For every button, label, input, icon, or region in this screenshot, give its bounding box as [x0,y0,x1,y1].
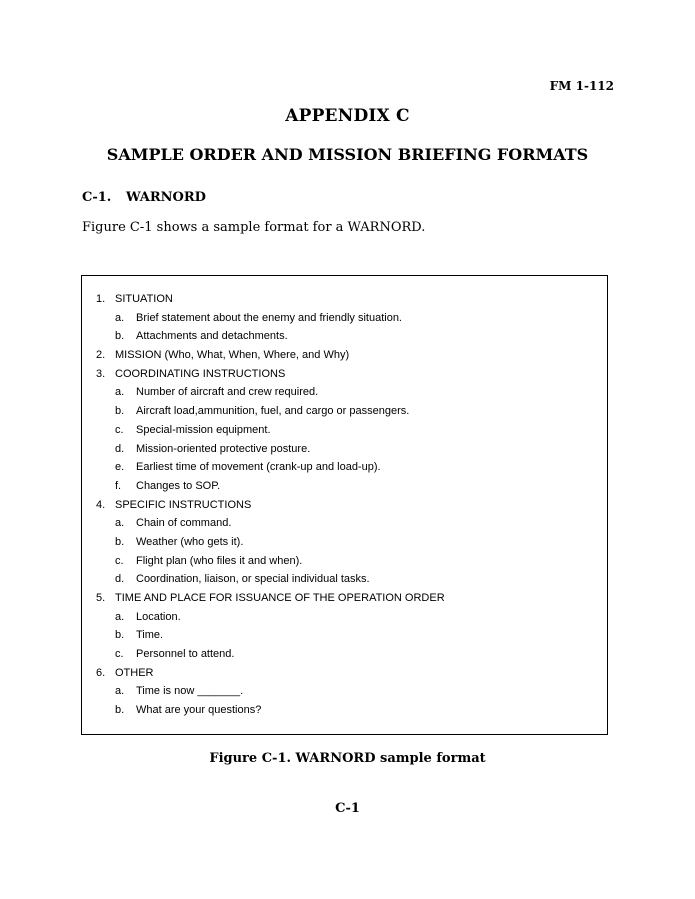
subitem-text: Brief statement about the enemy and friendly situation. [136,311,402,324]
list-subitem [96,645,597,664]
intro-paragraph: Figure C-1 shows a sample format for a WARNORD. [82,220,426,235]
list-subitem [96,570,597,589]
document-id: FM 1-112 [549,79,614,93]
list-item [96,290,597,309]
subitem-letter: d. [115,573,125,586]
page-number: C-1 [335,801,360,816]
list-subitem [96,440,597,459]
subitem-letter: b. [115,629,125,642]
section-heading [82,190,206,205]
item-number: 2. [96,349,106,362]
item-text: SITUATION [115,293,173,305]
subitem-letter: b. [115,330,125,343]
subitem-text: Personnel to attend. [136,648,235,661]
section-title: WARNORD [126,190,206,205]
warnord-format-list [96,290,597,720]
list-subitem [96,383,597,402]
subitem-letter: c. [115,648,124,661]
subitem-letter: b. [115,535,125,548]
list-subitem [96,477,597,496]
item-number: 1. [96,293,106,305]
subitem-text: Time. [136,629,164,642]
appendix-subtitle: SAMPLE ORDER AND MISSION BRIEFING FORMATS [106,145,589,164]
subitem-text: What are your questions? [136,704,262,717]
list-subitem [96,327,597,346]
subitem-letter: f. [115,479,122,492]
item-text: COORDINATING INSTRUCTIONS [115,367,286,380]
subitem-letter: a. [115,386,125,399]
list-item [96,346,597,365]
item-number: 4. [96,498,106,511]
subitem-text: Flight plan (who files it and when). [136,554,303,567]
list-subitem [96,309,597,328]
subitem-text: Special-mission equipment. [136,423,271,436]
list-subitem [96,552,597,571]
list-subitem [96,608,597,627]
subitem-text: Mission-oriented protective posture. [136,442,311,455]
subitem-text: Location. [136,610,181,623]
item-text: MISSION (Who, What, When, Where, and Why) [115,349,350,362]
subitem-text: Earliest time of movement (crank-up and load-up). [136,461,381,474]
item-text: TIME AND PLACE FOR ISSUANCE OF THE OPERATION ORDER [115,592,445,604]
list-subitem [96,533,597,552]
subitem-letter: e. [115,461,125,474]
subitem-text: Time is now _______. [136,685,244,698]
subitem-letter: c. [115,554,124,567]
item-number: 5. [96,592,106,604]
figure-caption: Figure C-1. WARNORD sample format [209,751,486,766]
list-item [96,589,597,608]
item-text: OTHER [115,666,154,679]
item-number: 6. [96,666,106,679]
subitem-text: Changes to SOP. [136,479,221,492]
list-item [96,496,597,515]
item-text: SPECIFIC INSTRUCTIONS [115,498,252,511]
subitem-text: Attachments and detachments. [136,330,288,343]
subitem-letter: c. [115,423,124,436]
list-subitem [96,421,597,440]
subitem-letter: a. [115,311,125,324]
figure-box [81,275,608,735]
subitem-text: Coordination, liaison, or special individual tasks. [136,573,370,586]
appendix-title: APPENDIX C [285,106,410,126]
subitem-letter: a. [115,685,125,698]
list-item [96,664,597,683]
list-subitem [96,682,597,701]
subitem-letter: a. [115,610,125,623]
list-subitem [96,514,597,533]
list-subitem [96,458,597,477]
subitem-letter: b. [115,405,125,418]
subitem-text: Number of aircraft and crew required. [136,386,319,399]
list-subitem [96,626,597,645]
item-number: 3. [96,367,106,380]
subitem-text: Weather (who gets it). [136,535,244,548]
subitem-letter: d. [115,442,125,455]
list-item [96,365,597,384]
section-number: C-1. [82,190,112,205]
subitem-letter: b. [115,704,125,717]
subitem-text: Aircraft load,ammunition, fuel, and cargo or passengers. [136,405,410,418]
subitem-letter: a. [115,517,125,530]
list-subitem [96,402,597,421]
list-subitem [96,701,597,720]
subitem-text: Chain of command. [136,517,232,530]
